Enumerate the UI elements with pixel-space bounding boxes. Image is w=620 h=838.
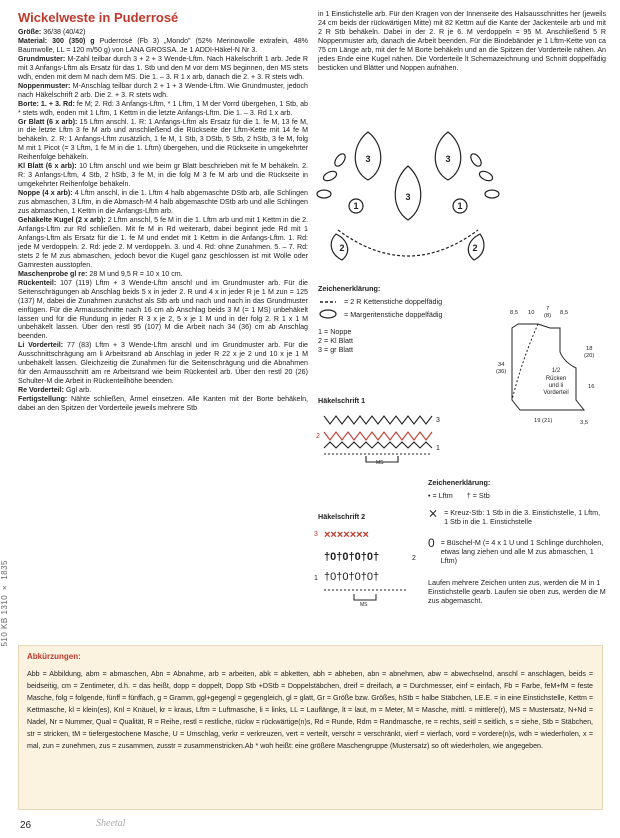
schema-dim-right-1: 18 [586, 346, 593, 352]
legend-crochet [428, 478, 608, 500]
finishing-text: in 1 Einstichstelle arb. Für den Kragen von der Innenseite des Halsausschnittes her (jeweils 24 cm beids der rückwärtigen Mitte) mit 82 Kettm auf die Kante der Jackenteile arb und mit 2 R Stb behäkeln. Dabei in der 2. R je 6. M verdoppeln = 95 M. Anschließend 5 R Noppenmuster arb, danach die Arbeit beenden. Für die Bindebänder je 1 Lftm-Kette von ca 75 cm Länge arb, mit der fe M Borte behäkeln und an die Spitzen der Vorderteile nähen. An jedes Ende eine Kugel nähen. Die Vorderteile lt Schemazeichnung und Schnitt doppelfädig besticken und Blätter und Noppen aufnähen. [318, 10, 606, 72]
embroidery-motif-diagram [318, 122, 498, 287]
motif-label-small-left: 2 [339, 243, 345, 253]
motif-chain-arc [338, 230, 478, 256]
instruction-text: 107 (119) Lftm + 3 Wende-Lftm anschl und im Grundmuster arb. Für die Seitenschrägungen ab Anschlag beids 5 x in jeder 2. R und 4 x in jeder R je 1 M zun = 125 (137) M, dabei die Zunahmen zunächst als Stb arb und nach und nach in das Grundmuster einfügen. Für die Armausschnitte nach 16 cm ab Anschlag beids 3 M (= 1 MS) unbehäkelt lassen und für die Rundung in jeder R 3 x je 2, 5 x je 1 M und in der folg 2. R 1 x 1 M unbehäkelt lassen. Über den restl 95 (107) M die Arbeit nach 34 (36) cm ab Anschlag beenden. [18, 278, 308, 341]
schema-dim-top-4: (8) [544, 313, 552, 319]
chart2-row-3-crosses: ××××××× [324, 529, 369, 541]
image-info-strip [0, 560, 12, 838]
instruction-paragraph [18, 82, 308, 100]
chart1-row-label-2: 2 [316, 433, 320, 440]
instruction-text: fe M; 2. Rd: 3 Anfangs-Lftm, * 1 Lftm, 1 M der Vorrd übergehen, 1 Stb, ab * stets wdh, enden mit 1 Lftm, 1 Kettm in die letzte Anfangs-Lftm. Die 1. – 3. Rd 1 x arb. [18, 99, 308, 117]
pattern-title: Wickelweste in Puderrosé [18, 10, 179, 25]
crossed-dc-icon: ⨯ [428, 506, 439, 520]
motif-label-big-center: 3 [405, 192, 411, 202]
garment-schema [498, 300, 608, 430]
instruction-text: 10 Lftm anschl und wie beim gr Blatt beschrieben mit fe M behäkeln. 2. R: 3 Anfangs-Lftm, 4 Stb, 2 hStb, 3 fe M, in die folg M 3 fe M arb und die Rückseite in umgekehrter Reihenfolge behäkeln. [18, 162, 308, 189]
legend-chain-stitch: = 2 R Kettenstiche doppelfädig [344, 297, 443, 306]
instructions-column [18, 28, 308, 600]
legend-stb-text: = Stb [472, 491, 490, 500]
chart1-row-3 [324, 416, 432, 424]
instruction-label: Fertigstellung: [18, 395, 68, 404]
instruction-paragraph [18, 100, 308, 118]
instruction-label: Noppe (4 x arb): [18, 189, 73, 198]
instruction-paragraph [18, 28, 308, 37]
motif-label-big-left: 3 [365, 154, 371, 164]
instruction-label: Gehäkelte Kugel (2 x arb): [18, 216, 106, 225]
legend-key-1: 1 = Noppe [318, 327, 352, 336]
instruction-text: 28 M und 9,5 R = 10 x 10 cm. [89, 269, 183, 278]
chart-1-title: Häkelschrift 1 [318, 396, 366, 405]
instruction-text: M-Anschlag teilbar durch 2 + 1 + 3 Wende-Lftm. Wie Grundmuster, jedoch nach Häkelschrift 2 arb. Die 2. + 3. R stets wdh. [18, 81, 308, 99]
chart1-row-label-3: 3 [436, 417, 440, 424]
chart2-ms-label: MS [360, 602, 368, 608]
schema-dim-right-3: 16 [588, 384, 595, 390]
schema-dim-bottom-1: 19 (21) [534, 418, 553, 424]
schema-dim-top-2: 10 [528, 310, 535, 316]
schema-dim-left-1: 34 [498, 362, 505, 368]
motif-label-knot-left: 1 [353, 201, 359, 211]
image-info-text: 510 KB 1310 × 1835 [0, 560, 9, 647]
motif-petal-3 [317, 190, 331, 198]
legend-crossed-dc-text: = Kreuz-Stb: 1 Stb in die 3. Einstichstelle, 1 Lftm, 1 Stb in die 1. Einstichstelle [444, 508, 601, 526]
legend-key-2: 2 = Kl Blatt [318, 336, 353, 345]
instruction-text: Puderrosé (Fb 3) „Mondo" (52% Merinowolle extrafein, 48% Baumwolle, LL = 120 m/50 g) von LANA GROSSA. Je 1 ADDI-Häkel-N Nr 3. [18, 36, 308, 54]
abbreviations-title: Abkürzungen: [27, 652, 81, 661]
legend-embroidery [318, 284, 498, 354]
schema-dim-top-1: 8,5 [510, 310, 519, 316]
schema-label-3: und li [548, 383, 564, 389]
chart1-row-1 [324, 442, 432, 448]
chart2-ms-bracket [354, 594, 376, 600]
legend-note: Laufen mehrere Zeichen unten zus, werden die M in 1 Einstichstelle gearb. Laufen sie oben zus, werden die M zus abgemascht. [428, 578, 606, 605]
instruction-text: 2 Lftm anschl, 5 fe M in die 1. Lftm arb und mit 1 Kettm in die 2. Anfangs-Lftm zur Rd schließen. Mit fe M in Rd weiterarb, dabei beginnt jede Rd mit 1 Anfangs-Lftm als Ersatz für die 1. fe M und endet mit 1 Kettm in die Anfangs-Lftm. 1. Rd: jede M verdoppeln. 2. Rd: jede 2. M verdoppeln. 3. und 4. Rd: ohne Zunahmen. 5. – 7. Rd: stets 2 fe M zus abmaschen, jedoch bevor die Kugel ganz geschlossen ist mit Wolle oder Garnresten ausstopfen. [18, 216, 308, 269]
motif-petal-1 [322, 169, 338, 182]
cluster-icon: 0 [428, 536, 435, 550]
instruction-label: Material: 300 (350) g [18, 36, 95, 45]
instruction-paragraph [18, 341, 308, 386]
schema-label-2: Rücken [545, 376, 567, 382]
instruction-label: Rückenteil: [18, 278, 57, 287]
page-number: 26 [20, 820, 32, 831]
instruction-text: 77 (83) Lftm + 3 Wende-Lftm anschl und im Grundmuster arb. Für die Ausschnittschrägung am li Arbeitsrand ab Anschlag in jeder R 22 x je 2 und 10 x je 1 M unbehäkelt lassen. Gleichzeitig die Zunahmen für die Seitenschrägung und die Abnahmen für den Armausschnitt am re Arbeitsrand wie beim Rückenteil arb. Über den restl 20 (26) Schulter-M die Arbeit in Rückenteilhöhe beenden. [18, 341, 308, 386]
chart2-row-1-clusters: †0†0†0†0† [324, 571, 380, 583]
instruction-label: Größe: [18, 28, 42, 36]
legend-crochet-title: Zeichenerklärung: [428, 478, 491, 487]
chart2-row-2-clusters: †0†0†0†0† [324, 551, 380, 563]
chain-stitch-icon [318, 298, 338, 306]
brand-watermark: Sheetal [96, 818, 126, 829]
instruction-paragraph [18, 279, 308, 342]
instruction-text: 15 Lftm anschl. 1. R: 1 Anfangs-Lftm als Ersatz für die 1. fe M, 13 fe M, in die letzte Lftm 3 fe M arb und anschließend die Rückseite der Lftm-Kette mit 14 fe M behäkeln. 2. R: 1 Anfangs-Lftm zusätzlich, 1 fe M, 1 Stb, 3 DStb, 5 Stb, 2 hStb, 3 fe M, folg M mit 1 Picot (= 3 Lftm, 1 fe M in die 1. Lftm) übergehen, und die Rückseite in umgekehrter Reihenfolge behäkeln. [18, 117, 308, 162]
daisy-stitch-icon [318, 309, 338, 319]
schema-front-line [512, 324, 538, 400]
legend-cluster-text: = Büschel-M (= 4 x 1 U und 1 Schlinge durchholen, etwas lang ziehen und alle M zus abmaschen, 1 Lftm) [440, 538, 604, 565]
legend-lftm-text: = Lftm [432, 491, 453, 500]
instruction-paragraph [18, 55, 308, 82]
instruction-paragraph [18, 162, 308, 189]
chart-2-title: Häkelschrift 2 [318, 512, 366, 521]
instruction-paragraph [18, 189, 308, 216]
motif-petal-4 [478, 169, 494, 182]
instruction-text: Ggl arb. [65, 386, 92, 395]
instruction-label: Re Vorderteil: [18, 386, 64, 395]
schema-label-1: 1/2 [551, 368, 561, 374]
instruction-label: Gr Blatt (6 x arb): [18, 117, 78, 126]
instruction-label: Maschenprobe gl re: [18, 269, 88, 278]
instruction-paragraph [18, 216, 308, 270]
abbreviations-text: Abb = Abbildung, abm = abmaschen, Abn = Abnahme, arb = arbeiten, abk = abketten, abh = abheben, abn = abnehmen, abw = abwechselnd, anschl = anschlagen, beids = beidseitig, cm = Zentimeter, d.h. = das heißt, dopp = doppelt, Dopp Stb +DStb = Doppelstäbchen, dreif = dreifach, ø = Durchmesser, einf = einfach, Fb = Farbe, feM+fM = feste Masche, folg = folgende, fünff = fünffach, g = Gramm, ggl+gegengl = gegengleich, gl = glatt, Gr = Größe bzw. Größes, hStb = halbe Stäbchen, LE.E. = in eine Einstichstelle, Kettm = Kettmasche, kl = klein(es), Knl = Knäuel, kr = kraus, Lftm = Luftmasche, li = links, LL = Lauflänge, lt = laut, m = Meter, M = Masche, mittl. = mittlere(r), MS = Mustersatz, N+Nd = Nadel, Nr = Nummer, Qual = Qualität, R = Reihe, restl = restliche, rückw = rückwärtige(n)s, Rd = Runde, Rdm = Randmasche, re = rechts, seitl = seitlich, s = siehe, Stb = Stäbchen, str = stricken, tM = tiefergestochene Masche, U = Umschlag, verkr = verkreuzen, vert = verteilt, verschr = verschränkt, vierf = vierfach, vord = vordere(n)s, wdh = wiederholen, x = mal, zun = zunehmen, zus = zusammen, zusstr = zusammenstricken.Ab * woh heißt: eine größere Maschengruppe (Mustersatz) so oft wiederholen, wie angegeben. [27, 670, 593, 750]
crochet-chart-2 [314, 520, 424, 610]
instruction-label: Grundmuster: [18, 54, 66, 63]
legend-crossed-dc [428, 508, 606, 526]
instruction-label: Borte: 1. + 3. Rd: [18, 99, 75, 108]
motif-petal-2 [333, 152, 348, 168]
chart2-row-label-1: 1 [314, 575, 318, 582]
instruction-label: Noppenmuster: [18, 81, 71, 90]
instruction-paragraph [18, 270, 308, 279]
legend-embroidery-title: Zeichenerklärung: [318, 284, 381, 293]
instruction-text: M-Zahl teilbar durch 3 + 2 + 3 Wende-Lftm. Nach Häkelschrift 1 arb. Jede R mit 3 Anfangs-Lftm als Ersatz für das 1. Stb und den M vor dem MS beginnen, den MS stets wdh, enden mit dem M nach dem MS. Die 1. – 3. R 1 x arb, danach die 2. + 3. R stets wdh. [18, 54, 308, 81]
legend-stb [467, 491, 490, 500]
schema-label-4: Vorderteil [543, 390, 569, 396]
dc-icon: † [466, 491, 471, 500]
instruction-text: Nähte schließen, Ärmel einsetzen. Alle Kanten mit der Borte behäkeln, dabei an den Spitzen der Vorderteile jeweils mehrere Stb [18, 395, 308, 413]
motif-petal-5 [469, 152, 484, 168]
chart2-row-label-2: 2 [412, 555, 416, 562]
instruction-label: Kl Blatt (6 x arb): [18, 162, 77, 171]
instruction-text: 4 Lftm anschl, in die 1. Lftm 4 halb abgemaschte DStb arb, alle Schlingen zus abmaschen, 3 Lftm, in die Abmasch-M 4 halb abgemaschte DStb arb und alle Schlingen zus abmaschen, 1 Kettm in die Anfangs-Lftm arb. [18, 189, 308, 216]
schema-dim-right-2: (20) [584, 353, 595, 359]
instruction-paragraph [18, 118, 308, 163]
instruction-paragraph [18, 37, 308, 55]
motif-label-knot-right: 1 [457, 201, 463, 211]
instruction-paragraph [18, 395, 308, 413]
legend-key-3: 3 = gr Blatt [318, 345, 353, 354]
schema-dim-left-2: (36) [496, 369, 507, 375]
chart1-row-2 [324, 432, 432, 440]
motif-label-small-right: 2 [472, 243, 478, 253]
legend-lftm [428, 491, 453, 500]
chain-icon: • [428, 491, 431, 500]
schema-dim-top-5: 8,5 [560, 310, 569, 316]
abbreviations-box [18, 645, 603, 810]
instruction-paragraph [18, 386, 308, 395]
chart1-row-label-1: 1 [436, 445, 440, 452]
schema-outline [512, 324, 584, 410]
legend-daisy-stitch: = Margeritenstiche doppelfädig [344, 309, 443, 319]
schema-dim-top-3: 7 [546, 306, 550, 312]
schema-dim-bottom-2: 3,5 [580, 420, 589, 426]
motif-petal-6 [485, 190, 499, 198]
crochet-chart-1 [314, 404, 464, 466]
instruction-label: Li Vorderteil: [18, 341, 64, 350]
chart2-row-label-3: 3 [314, 531, 318, 538]
chart1-ms-label: MS [376, 460, 384, 466]
motif-label-big-right: 3 [445, 154, 451, 164]
legend-cluster [428, 538, 606, 565]
instruction-text: 36/38 (40/42) [43, 28, 86, 36]
